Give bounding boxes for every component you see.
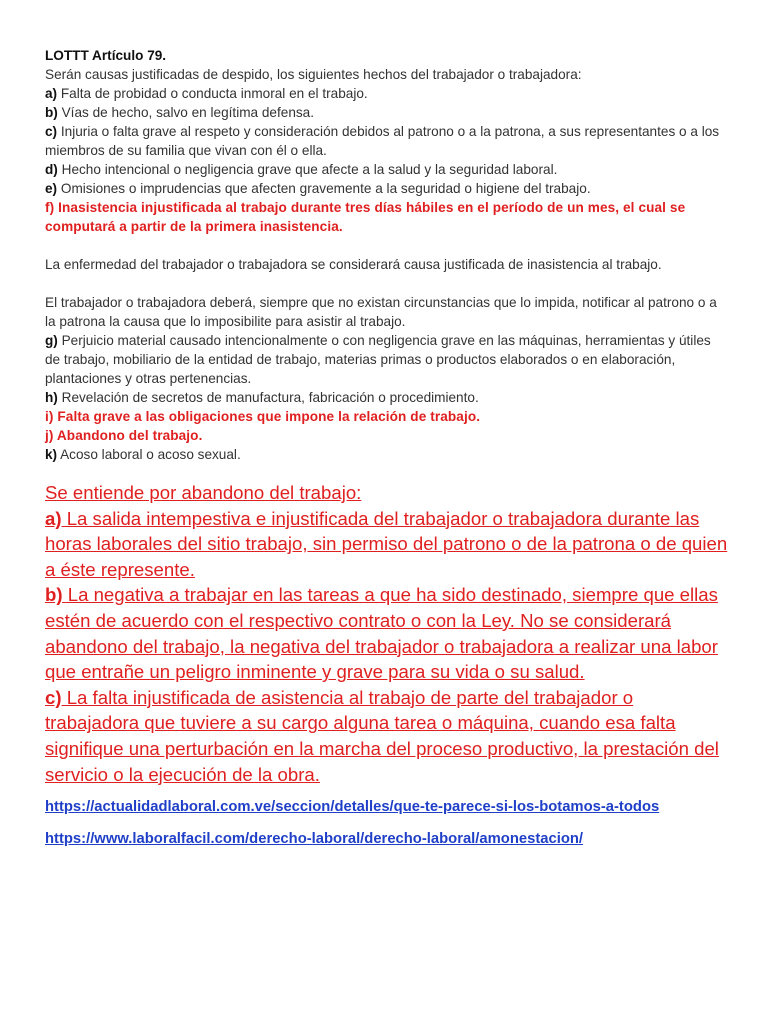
cause-h: h) Revelación de secretos de manufactura, fabricación o procedimiento.	[45, 390, 479, 405]
link-actualidadlaboral[interactable]: https://actualidadlaboral.com.ve/seccion/detalles/que-te-parece-si-los-botamos-a-todos	[45, 799, 660, 816]
cause-i: i) Falta grave a las obligaciones que impone la relación de trabajo.	[45, 409, 481, 424]
cause-j: j) Abandono del trabajo.	[45, 428, 203, 443]
cause-c: c) Injuria o falta grave al respeto y consideración debidos al patrono o a la patrona, a sus representantes o a los miembros de su familia que vivan con él o ella.	[45, 124, 720, 158]
abandon-block	[45, 480, 728, 787]
reference-links	[45, 797, 728, 849]
illness-paragraph: La enfermedad del trabajador o trabajadora se considerará causa justificada de inasistencia al trabajo.	[45, 257, 662, 272]
link-laboralfacil[interactable]: https://www.laboralfacil.com/derecho-laboral/derecho-laboral/amonestacion/	[45, 831, 584, 848]
article-intro: Serán causas justificadas de despido, los siguientes hechos del trabajador o trabajadora:	[45, 67, 582, 82]
abandon-item-c: c) La falta injustificada de asistencia al trabajo de parte del trabajador o trabajadora que tuviere a su cargo alguna tarea o máquina, cuando esa falta signifique una perturbación en la marcha del proceso productivo, la prestación del servicio o la ejecución de la obra.	[45, 686, 719, 785]
cause-f: f) Inasistencia injustificada al trabajo durante tres días hábiles en el período de un mes, el cual se computará a partir de la primera inasistencia.	[45, 200, 686, 234]
cause-a: a) Falta de probidad o conducta inmoral en el trabajo.	[45, 86, 368, 101]
cause-e: e) Omisiones o imprudencias que afecten gravemente a la seguridad o higiene del trabajo.	[45, 181, 591, 196]
article-block	[45, 46, 728, 236]
cause-b: b) Vías de hecho, salvo en legítima defensa.	[45, 105, 315, 120]
cause-g: g) Perjuicio material causado intencionalmente o con negligencia grave en las máquinas, herramientas y útiles de trabajo, mobiliario de la entidad de trabajo, materias primas o productos elaborados o en elaboración, plantaciones y otras pertenencias.	[45, 333, 711, 386]
cause-k: k) Acoso laboral o acoso sexual.	[45, 447, 241, 462]
article-heading: LOTTT Artículo 79.	[45, 48, 167, 63]
abandon-item-a: a) La salida intempestiva e injustificada del trabajador o trabajadora durante las horas laborales del sitio trabajo, sin permiso del patrono o de la patrona o de quien a éste represente.	[45, 507, 728, 580]
abandon-intro: Se entiende por abandono del trabajo:	[45, 482, 362, 503]
notify-block	[45, 293, 728, 464]
notify-paragraph: El trabajador o trabajadora deberá, siempre que no existan circunstancias que lo impida, notificar al patrono o a la patrona la causa que lo imposibilite para asistir al trabajo.	[45, 295, 717, 329]
cause-d: d) Hecho intencional o negligencia grave que afecte a la salud y la seguridad laboral.	[45, 162, 558, 177]
abandon-item-b: b) La negativa a trabajar en las tareas a que ha sido destinado, siempre que ellas estén de acuerdo con el respectivo contrato o con la Ley. No se considerará abandono del trabajo, la negativa del trabajador o trabajadora a realizar una labor que entrañe un peligro inminente y grave para su vida o su salud.	[45, 584, 718, 683]
